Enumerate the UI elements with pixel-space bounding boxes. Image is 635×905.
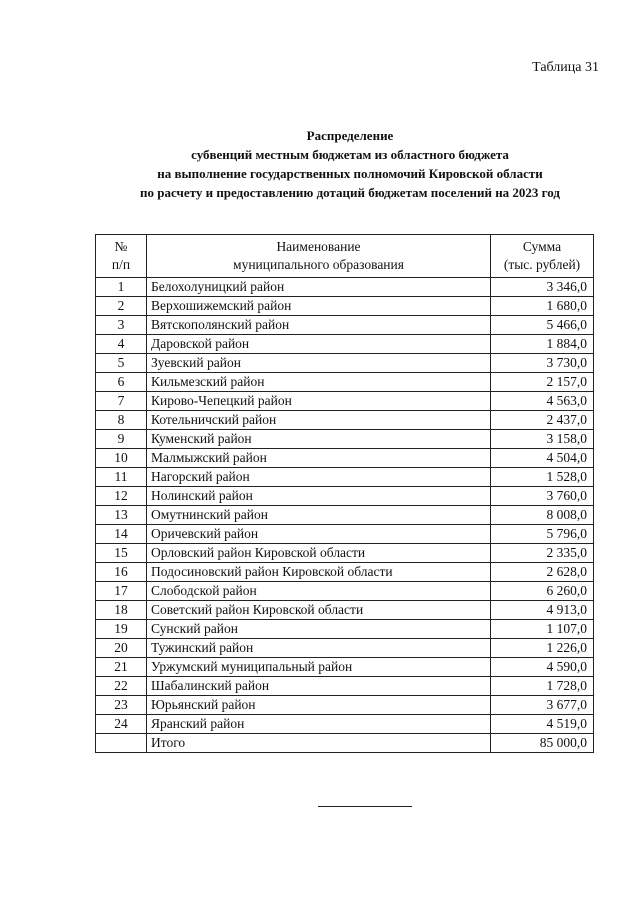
row-number: 17 bbox=[96, 582, 147, 601]
header-number-line-2: п/п bbox=[111, 257, 131, 272]
row-sum: 85 000,0 bbox=[491, 734, 594, 753]
table-row bbox=[96, 468, 594, 487]
table-row bbox=[96, 411, 594, 430]
row-number: 2 bbox=[96, 297, 147, 316]
row-name: Тужинский район bbox=[147, 639, 491, 658]
row-name: Яранский район bbox=[147, 715, 491, 734]
table-row bbox=[96, 316, 594, 335]
table-row bbox=[96, 715, 594, 734]
row-name: Подосиновский район Кировской области bbox=[147, 563, 491, 582]
table-total-row bbox=[96, 734, 594, 753]
row-sum: 2 628,0 bbox=[491, 563, 594, 582]
row-sum: 1 226,0 bbox=[491, 639, 594, 658]
row-sum: 4 913,0 bbox=[491, 601, 594, 620]
table-row bbox=[96, 544, 594, 563]
row-sum: 5 466,0 bbox=[491, 316, 594, 335]
table-row bbox=[96, 449, 594, 468]
row-name: Кильмезский район bbox=[147, 373, 491, 392]
header-sum bbox=[491, 235, 594, 278]
row-name: Вятскополянский район bbox=[147, 316, 491, 335]
row-sum: 1 680,0 bbox=[491, 297, 594, 316]
row-name: Орловский район Кировской области bbox=[147, 544, 491, 563]
row-sum: 3 730,0 bbox=[491, 354, 594, 373]
row-number: 20 bbox=[96, 639, 147, 658]
row-name: Уржумский муниципальный район bbox=[147, 658, 491, 677]
row-number: 14 bbox=[96, 525, 147, 544]
row-name: Юрьянский район bbox=[147, 696, 491, 715]
table-row bbox=[96, 525, 594, 544]
row-sum: 1 884,0 bbox=[491, 335, 594, 354]
table-row bbox=[96, 506, 594, 525]
row-number: 4 bbox=[96, 335, 147, 354]
table-row bbox=[96, 278, 594, 297]
row-sum: 1 728,0 bbox=[491, 677, 594, 696]
row-number: 8 bbox=[96, 411, 147, 430]
row-sum: 3 760,0 bbox=[491, 487, 594, 506]
subsidy-table bbox=[95, 234, 594, 753]
row-name: Омутнинский район bbox=[147, 506, 491, 525]
row-name: Сунский район bbox=[147, 620, 491, 639]
title-line-4: по расчету и предоставлению дотаций бюджетам поселений на 2023 год bbox=[140, 185, 560, 200]
table-row bbox=[96, 430, 594, 449]
row-number: 10 bbox=[96, 449, 147, 468]
row-name: Малмыжский район bbox=[147, 449, 491, 468]
row-number: 3 bbox=[96, 316, 147, 335]
header-number bbox=[96, 235, 147, 278]
table-number: Таблица 31 bbox=[532, 60, 599, 75]
table-header-row bbox=[96, 235, 594, 278]
row-sum: 5 796,0 bbox=[491, 525, 594, 544]
row-number: 13 bbox=[96, 506, 147, 525]
table-row bbox=[96, 563, 594, 582]
row-name: Советский район Кировской области bbox=[147, 601, 491, 620]
row-sum: 4 590,0 bbox=[491, 658, 594, 677]
row-number: 15 bbox=[96, 544, 147, 563]
row-sum: 2 157,0 bbox=[491, 373, 594, 392]
row-sum: 2 335,0 bbox=[491, 544, 594, 563]
row-name: Куменский район bbox=[147, 430, 491, 449]
header-sum-line-2: (тыс. рублей) bbox=[503, 257, 581, 272]
table-row bbox=[96, 696, 594, 715]
row-number: 19 bbox=[96, 620, 147, 639]
row-sum: 3 677,0 bbox=[491, 696, 594, 715]
title-line-1: Распределение bbox=[306, 128, 394, 143]
header-sum-line-1: Сумма bbox=[522, 239, 562, 254]
row-sum: 4 563,0 bbox=[491, 392, 594, 411]
row-name: Итого bbox=[147, 734, 491, 753]
row-number: 24 bbox=[96, 715, 147, 734]
row-sum: 8 008,0 bbox=[491, 506, 594, 525]
title-line-2: субвенций местным бюджетам из областного бюджета bbox=[191, 147, 509, 162]
row-number: 16 bbox=[96, 563, 147, 582]
row-number: 12 bbox=[96, 487, 147, 506]
row-name: Шабалинский район bbox=[147, 677, 491, 696]
row-number: 6 bbox=[96, 373, 147, 392]
table-row bbox=[96, 487, 594, 506]
table-body bbox=[96, 278, 594, 753]
row-sum: 3 346,0 bbox=[491, 278, 594, 297]
row-number: 7 bbox=[96, 392, 147, 411]
row-number: 21 bbox=[96, 658, 147, 677]
table-row bbox=[96, 639, 594, 658]
row-sum: 6 260,0 bbox=[491, 582, 594, 601]
table-row bbox=[96, 335, 594, 354]
table-row bbox=[96, 297, 594, 316]
table-row bbox=[96, 620, 594, 639]
row-number bbox=[96, 734, 147, 753]
table-row bbox=[96, 601, 594, 620]
row-name: Кирово-Чепецкий район bbox=[147, 392, 491, 411]
row-sum: 1 528,0 bbox=[491, 468, 594, 487]
row-number: 1 bbox=[96, 278, 147, 297]
row-sum: 2 437,0 bbox=[491, 411, 594, 430]
row-sum: 1 107,0 bbox=[491, 620, 594, 639]
row-number: 5 bbox=[96, 354, 147, 373]
row-name: Верхошижемский район bbox=[147, 297, 491, 316]
row-sum: 4 519,0 bbox=[491, 715, 594, 734]
header-name-line-2: муниципального образования bbox=[233, 257, 404, 272]
header-name-line-1: Наименование bbox=[276, 239, 361, 254]
closing-line bbox=[318, 806, 412, 807]
table-row bbox=[96, 582, 594, 601]
row-name: Слободской район bbox=[147, 582, 491, 601]
row-name: Зуевский район bbox=[147, 354, 491, 373]
table-row bbox=[96, 373, 594, 392]
table-row bbox=[96, 354, 594, 373]
row-name: Даровской район bbox=[147, 335, 491, 354]
row-number: 22 bbox=[96, 677, 147, 696]
row-sum: 4 504,0 bbox=[491, 449, 594, 468]
table-row bbox=[96, 677, 594, 696]
row-name: Оричевский район bbox=[147, 525, 491, 544]
document-title bbox=[80, 126, 620, 202]
row-name: Нагорский район bbox=[147, 468, 491, 487]
title-line-3: на выполнение государственных полномочий Кировской области bbox=[157, 166, 543, 181]
header-number-line-1: № bbox=[114, 239, 128, 254]
row-name: Белохолуницкий район bbox=[147, 278, 491, 297]
table-row bbox=[96, 392, 594, 411]
row-name: Котельничский район bbox=[147, 411, 491, 430]
row-number: 18 bbox=[96, 601, 147, 620]
row-name: Нолинский район bbox=[147, 487, 491, 506]
header-name bbox=[147, 235, 491, 278]
row-number: 9 bbox=[96, 430, 147, 449]
table-row bbox=[96, 658, 594, 677]
row-sum: 3 158,0 bbox=[491, 430, 594, 449]
row-number: 11 bbox=[96, 468, 147, 487]
row-number: 23 bbox=[96, 696, 147, 715]
